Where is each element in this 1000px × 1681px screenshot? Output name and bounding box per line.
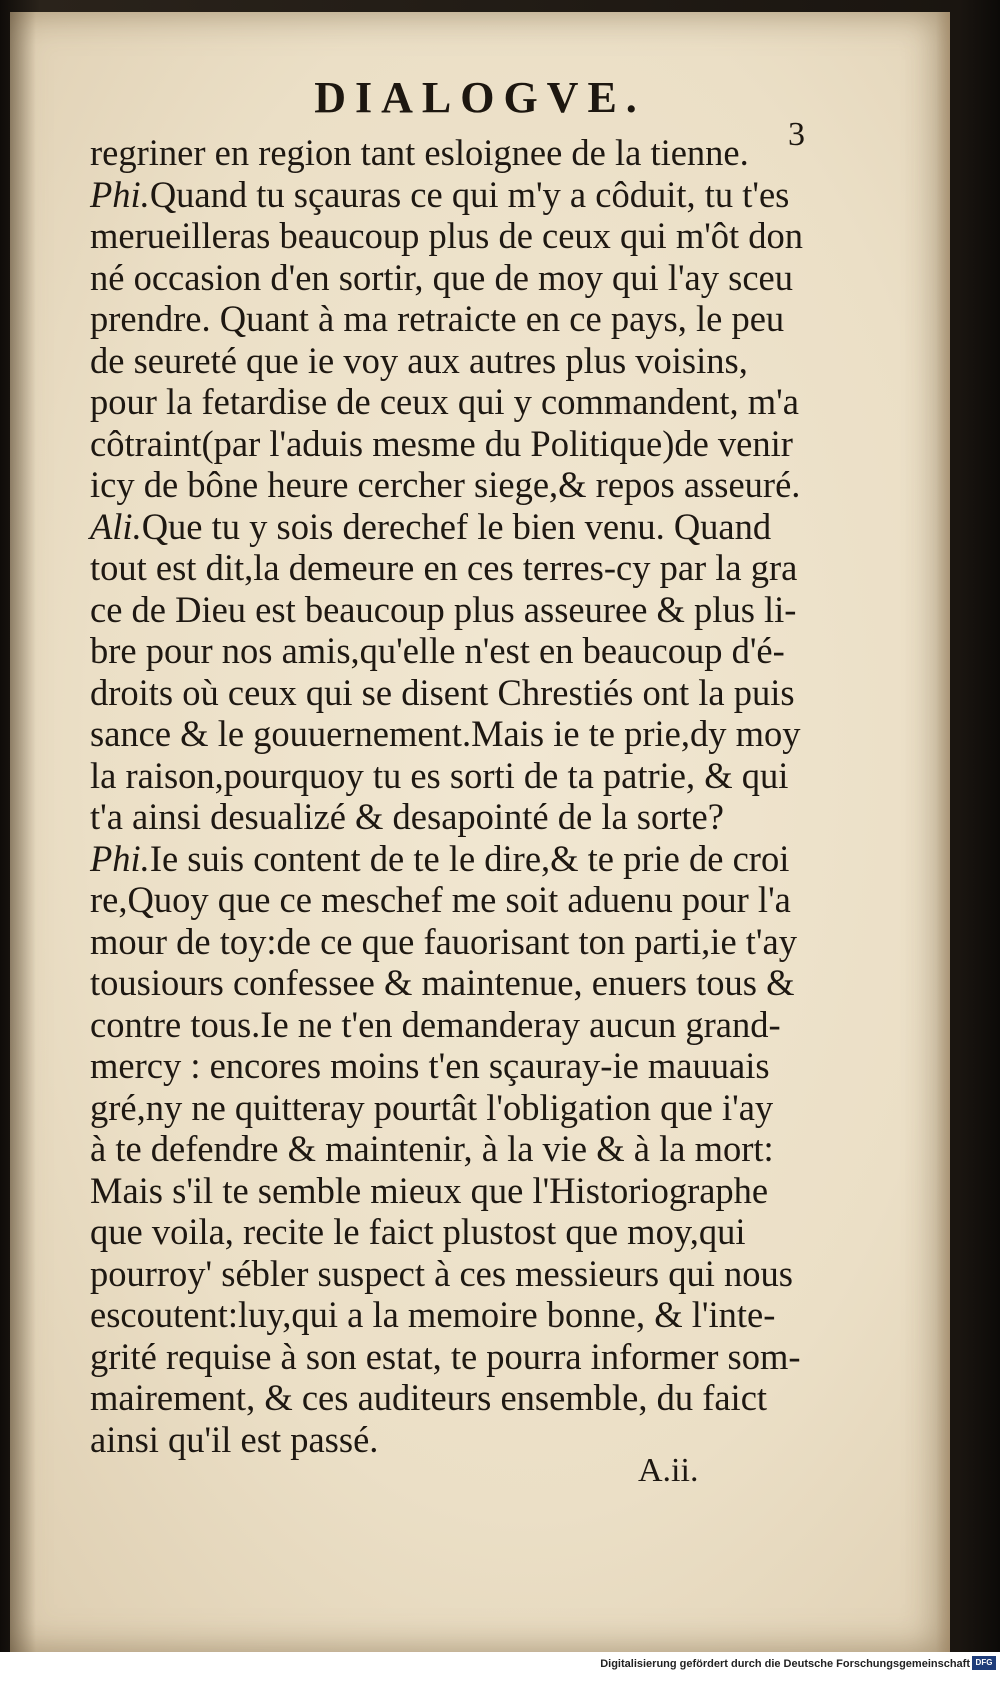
text-line [90, 879, 810, 921]
line-text: droits où ceux qui se disent Chrestiés ont la puis [90, 671, 795, 713]
line-text: de seureté que ie voy aux autres plus voisins, [90, 339, 748, 381]
text-line [90, 381, 810, 423]
line-text: escoutent:luy,qui a la memoire bonne, & l'inte- [90, 1294, 776, 1335]
text-line [90, 423, 810, 465]
text-line [90, 506, 810, 548]
text-line [90, 1253, 810, 1295]
line-text: bre pour nos amis,qu'elle n'est en beaucoup d'é- [90, 630, 785, 671]
text-line [90, 796, 810, 838]
text-line [90, 340, 810, 382]
line-text: mercy : encores moins t'en sçauray-ie mauuais [90, 1045, 770, 1086]
text-line [90, 1419, 810, 1461]
text-line [90, 547, 810, 589]
text-line [90, 589, 810, 631]
text-line [90, 755, 810, 797]
text-line [90, 1377, 810, 1419]
line-text: prendre. Quant à ma retraicte en ce pays, le peu [90, 298, 785, 339]
text-line [90, 174, 810, 216]
text-line [90, 132, 810, 174]
line-text: tout est dit,la demeure en ces terres-cy par la gra [90, 547, 798, 588]
speaker-label: Phi. [90, 837, 150, 879]
text-line [90, 298, 810, 340]
line-text: gré,ny ne quitteray pourtât l'obligation que i'ay [90, 1086, 774, 1128]
text-line [90, 962, 810, 1004]
line-text: Quand tu sçauras ce qui m'y a côduit, tu t'es [149, 173, 790, 215]
line-text: la raison,pourquoy tu es sorti de ta patrie, & qui [90, 754, 789, 796]
text-line [90, 1128, 810, 1170]
line-text: que voila, recite le faict plustost que moy,qui [90, 1211, 746, 1252]
signature-mark: A.ii. [638, 1452, 699, 1489]
text-line [90, 257, 810, 299]
text-line [90, 838, 810, 880]
line-text: merueilleras beaucoup plus de ceux qui m'ôt don [90, 215, 804, 256]
line-text: mour de toy:de ce que fauorisant ton parti,ie t'ay [90, 920, 797, 962]
text-line [90, 630, 810, 672]
line-text: contre tous.Ie ne t'en demanderay aucun grand- [90, 1003, 781, 1045]
line-text: né occasion d'en sortir, que de moy qui l'ay sceu [90, 256, 793, 298]
line-text: pourroy' sébler suspect à ces messieurs qui nous [90, 1252, 793, 1294]
line-text: pour la fetardise de ceux qui y commandent, m'a [90, 381, 799, 422]
text-line [90, 1045, 810, 1087]
text-line [90, 1087, 810, 1129]
text-line [90, 1170, 810, 1212]
body-text [90, 132, 810, 1460]
text-line [90, 1294, 810, 1336]
line-text: Mais s'il te semble mieux que l'Historiographe [90, 1169, 769, 1211]
line-text: ce de Dieu est beaucoup plus asseuree & plus li- [90, 588, 797, 630]
line-text: à te defendre & maintenir, à la vie & à la mort: [90, 1128, 774, 1169]
line-text: côtraint(par l'aduis mesme du Politique)de venir [90, 422, 793, 464]
text-line [90, 464, 810, 506]
line-text: Ie suis content de te le dire,& te prie de croi [149, 837, 790, 879]
running-title: DIALOGVE. [314, 73, 646, 122]
text-line [90, 1004, 810, 1046]
line-text: ainsi qu'il est passé. [90, 1418, 379, 1460]
page-edge [936, 12, 950, 1652]
text-line [90, 1211, 810, 1253]
funding-credit: Digitalisierung gefördert durch die Deutsche Forschungsgemeinschaft [600, 1658, 970, 1670]
line-text: grité requise à son estat, te pourra informer som- [90, 1335, 801, 1377]
line-text: icy de bône heure cercher siege,& repos asseuré. [90, 464, 801, 505]
line-text: sance & le gouuernement.Mais ie te prie,dy moy [90, 713, 801, 754]
line-text: re,Quoy que ce meschef me soit aduenu pour l'a [90, 879, 791, 920]
line-text: tousiours confessee & maintenue, enuers tous & [90, 962, 795, 1003]
text-line [90, 713, 810, 755]
text-line [90, 672, 810, 714]
speaker-label: Ali. [90, 505, 142, 547]
speaker-label: Phi. [90, 173, 150, 215]
line-text: regriner en region tant esloignee de la tienne. [90, 132, 749, 173]
text-line [90, 921, 810, 963]
book-page [10, 12, 950, 1652]
page-number: 3 [788, 116, 805, 153]
line-text: t'a ainsi desualizé & desapointé de la sorte? [90, 796, 724, 837]
line-text: mairement, & ces auditeurs ensemble, du faict [90, 1377, 768, 1418]
line-text: Que tu y sois derechef le bien venu. Quand [141, 505, 772, 547]
gutter-shadow [10, 12, 36, 1652]
text-line [90, 1336, 810, 1378]
text-line [90, 215, 810, 257]
dfg-logo-icon: DFG [972, 1656, 996, 1670]
